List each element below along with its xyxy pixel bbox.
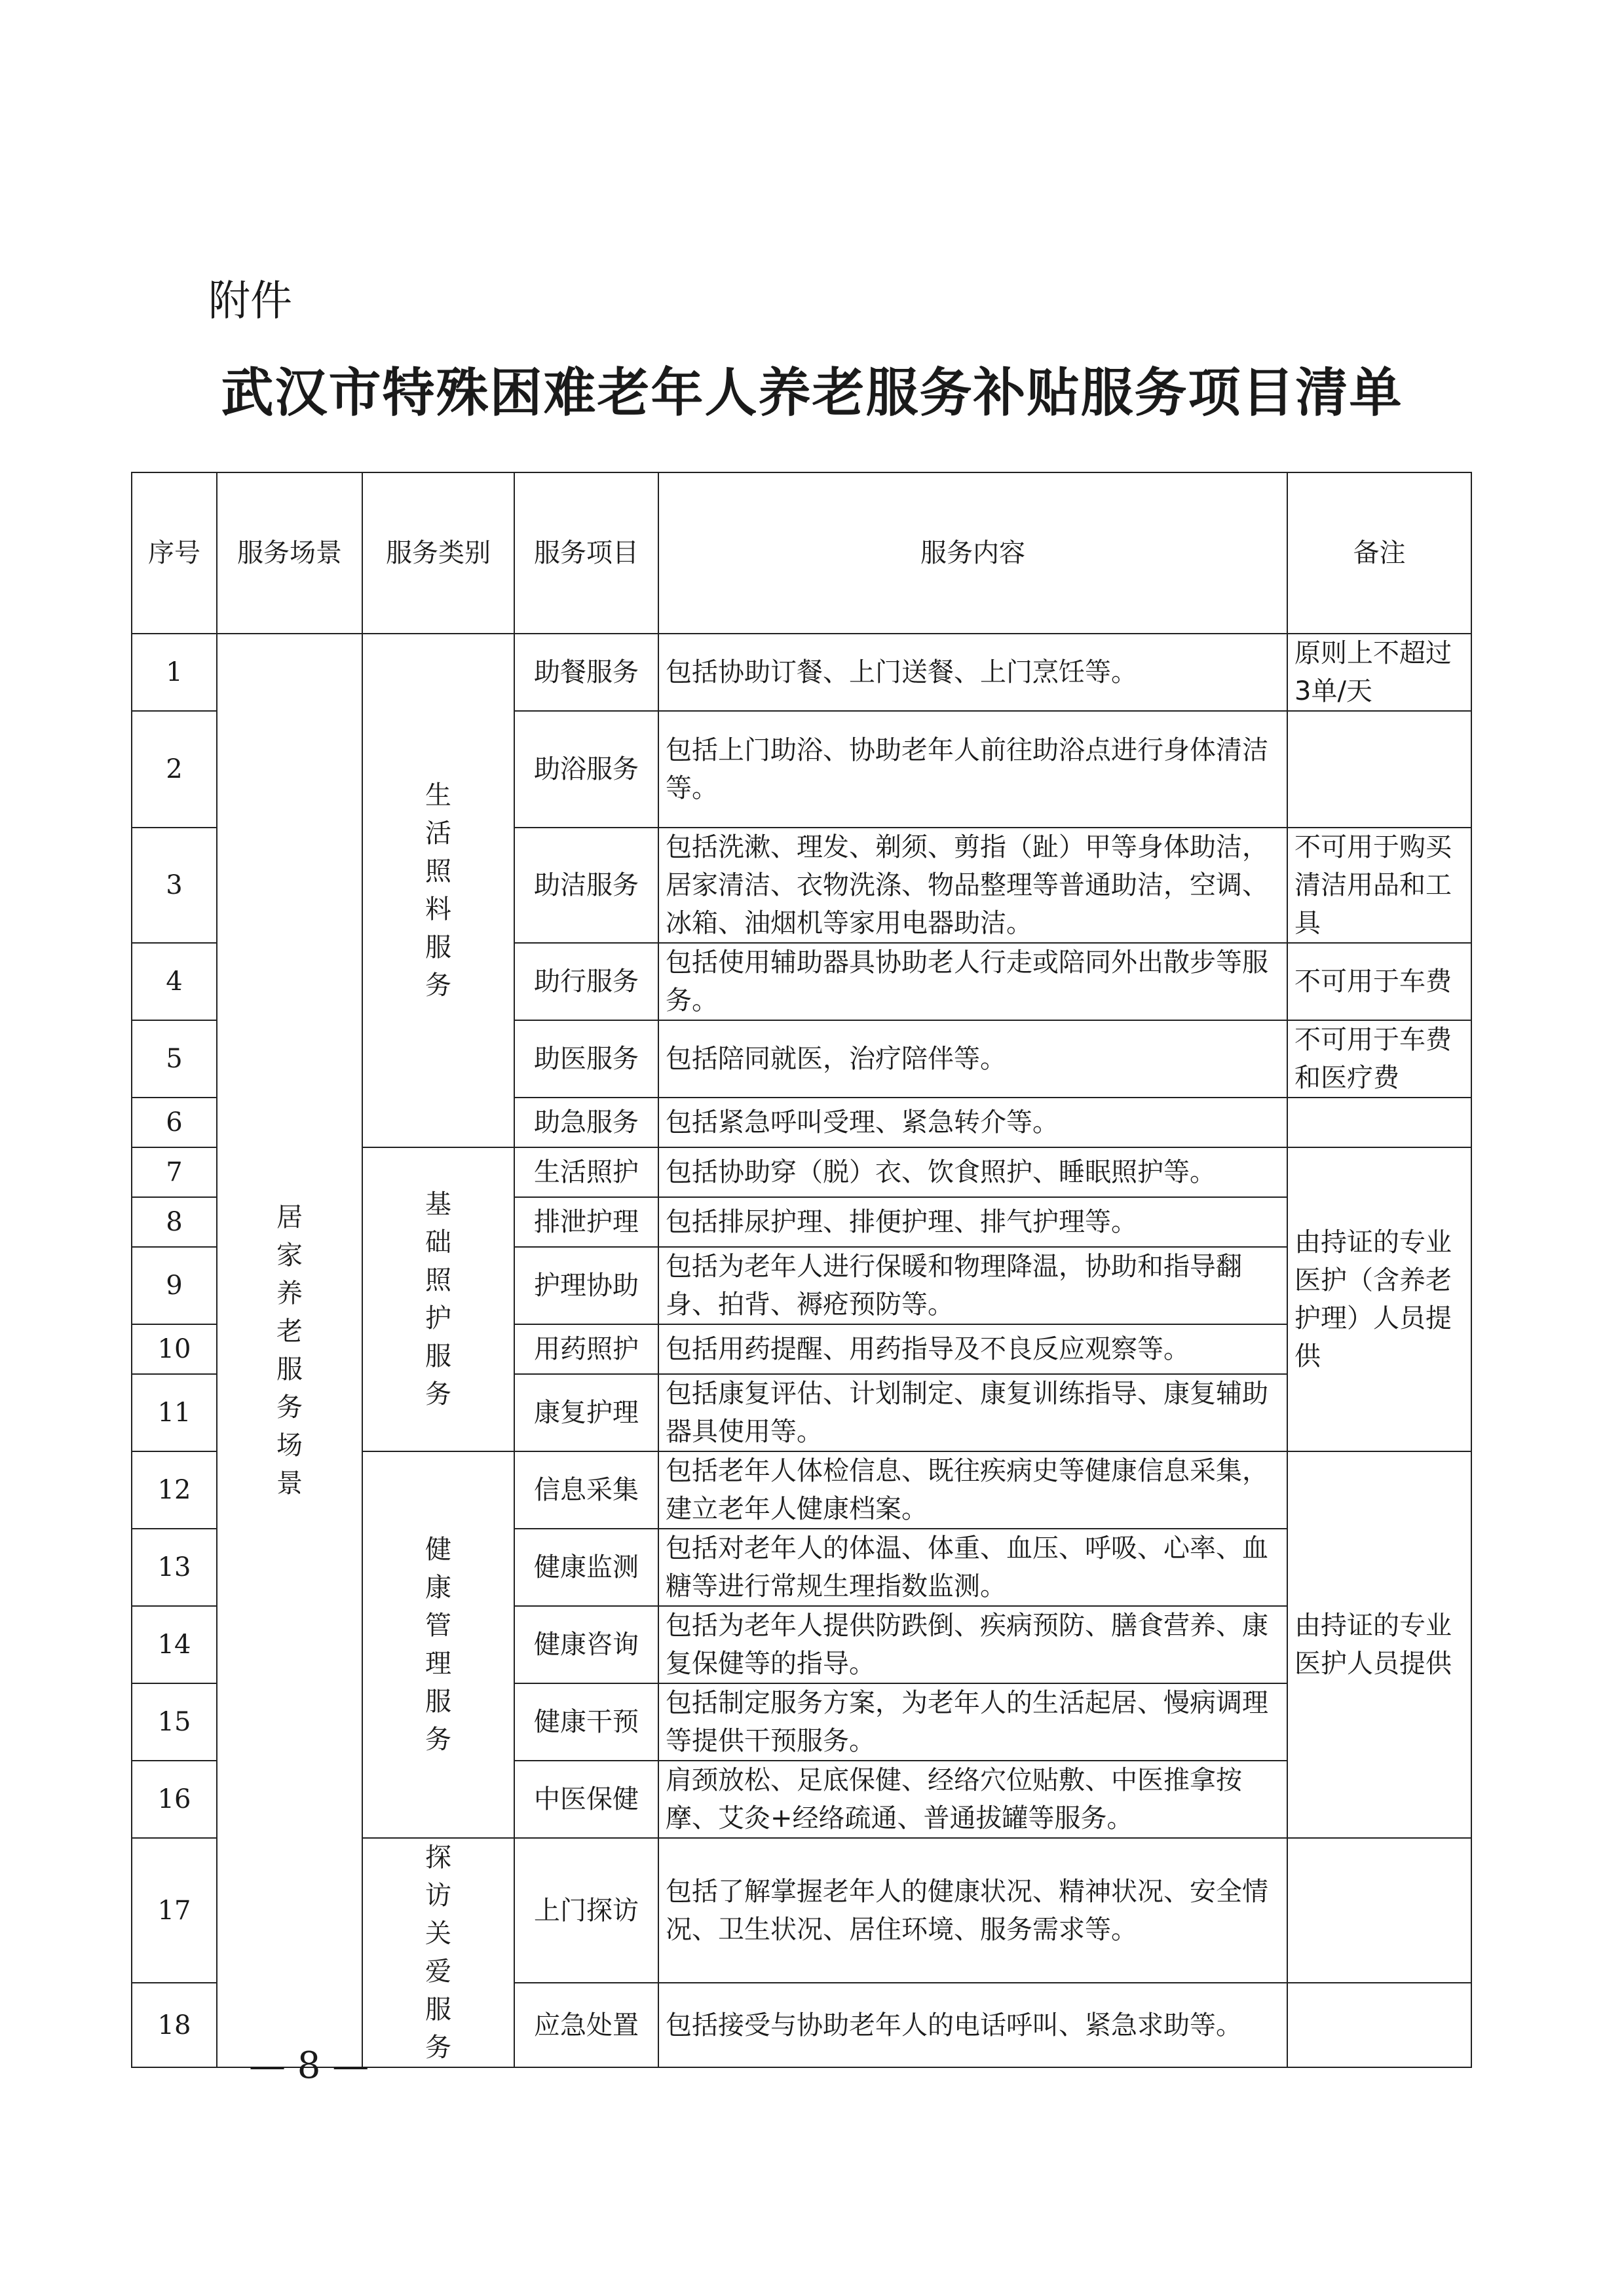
column-header: 服务场景	[217, 472, 362, 634]
service-content: 包括为老年人进行保暖和物理降温，协助和指导翻身、拍背、褥疮预防等。	[658, 1247, 1287, 1324]
service-content: 包括老年人体检信息、既往疾病史等健康信息采集，建立老年人健康档案。	[658, 1451, 1287, 1529]
category-cell	[362, 1147, 514, 1451]
service-item: 健康干预	[514, 1683, 658, 1761]
column-header: 序号	[132, 472, 217, 634]
row-number: 3	[132, 828, 217, 943]
service-item: 助浴服务	[514, 711, 658, 828]
row-number: 17	[132, 1838, 217, 1983]
service-note: 不可用于车费和医疗费	[1287, 1020, 1471, 1098]
category-cell	[362, 1451, 514, 1838]
service-scene: 居家养老服务场景	[276, 1202, 303, 1499]
service-item: 护理协助	[514, 1247, 658, 1324]
row-number: 16	[132, 1761, 217, 1838]
category-basic-care: 基础照护服务	[425, 1189, 451, 1409]
row-number: 4	[132, 943, 217, 1020]
service-content: 包括排尿护理、排便护理、排气护理等。	[658, 1197, 1287, 1247]
category-daily-care: 生活照料服务	[425, 780, 451, 1001]
service-content: 包括制定服务方案，为老年人的生活起居、慢病调理等提供干预服务。	[658, 1683, 1287, 1761]
column-header: 服务项目	[514, 472, 658, 634]
category-cell	[362, 634, 514, 1147]
service-content: 包括协助穿（脱）衣、饮食照护、睡眠照护等。	[658, 1147, 1287, 1197]
service-item: 康复护理	[514, 1374, 658, 1451]
service-content: 包括洗漱、理发、剃须、剪指（趾）甲等身体助洁，居家清洁、衣物洗涤、物品整理等普通助洁，空调、冰箱、油烟机等家用电器助洁。	[658, 828, 1287, 943]
service-content: 包括用药提醒、用药指导及不良反应观察等。	[658, 1324, 1287, 1374]
row-number: 6	[132, 1098, 217, 1147]
service-content: 包括接受与协助老年人的电话呼叫、紧急求助等。	[658, 1983, 1287, 2067]
row-number: 11	[132, 1374, 217, 1451]
service-item: 上门探访	[514, 1838, 658, 1983]
row-number: 13	[132, 1529, 217, 1606]
service-note: 由持证的专业医护（含养老护理）人员提供	[1287, 1147, 1471, 1451]
service-item: 信息采集	[514, 1451, 658, 1529]
table-row	[132, 634, 1471, 711]
service-item: 生活照护	[514, 1147, 658, 1197]
row-number: 14	[132, 1606, 217, 1683]
service-item: 助医服务	[514, 1020, 658, 1098]
service-scene-cell	[217, 634, 362, 2067]
row-number: 8	[132, 1197, 217, 1247]
service-content: 包括了解掌握老年人的健康状况、精神状况、安全情况、卫生状况、居住环境、服务需求等。	[658, 1838, 1287, 1983]
row-number: 9	[132, 1247, 217, 1324]
document-title: 武汉市特殊困难老年人养老服务补贴服务项目清单	[221, 362, 1403, 423]
service-item: 助急服务	[514, 1098, 658, 1147]
column-header: 服务内容	[658, 472, 1287, 634]
service-note: 不可用于车费	[1287, 943, 1471, 1020]
column-header: 备注	[1287, 472, 1471, 634]
category-cell	[362, 1838, 514, 2067]
service-content: 包括对老年人的体温、体重、血压、呼吸、心率、血糖等进行常规生理指数监测。	[658, 1529, 1287, 1606]
service-content: 肩颈放松、足底保健、经络穴位贴敷、中医推拿按摩、艾灸+经络疏通、普通拔罐等服务。	[658, 1761, 1287, 1838]
service-item: 助洁服务	[514, 828, 658, 943]
service-note	[1287, 1838, 1471, 1983]
service-item: 健康咨询	[514, 1606, 658, 1683]
row-number: 10	[132, 1324, 217, 1374]
service-content: 包括上门助浴、协助老年人前往助浴点进行身体清洁等。	[658, 711, 1287, 828]
row-number: 2	[132, 711, 217, 828]
service-note: 由持证的专业医护人员提供	[1287, 1451, 1471, 1838]
table-header-row	[132, 472, 1471, 634]
service-note: 不可用于购买清洁用品和工具	[1287, 828, 1471, 943]
service-item: 助餐服务	[514, 634, 658, 711]
service-content: 包括为老年人提供防跌倒、疾病预防、膳食营养、康复保健等的指导。	[658, 1606, 1287, 1683]
row-number: 1	[132, 634, 217, 711]
service-item: 助行服务	[514, 943, 658, 1020]
category-health-mgmt: 健康管理服务	[425, 1535, 451, 1755]
service-table	[131, 472, 1472, 2068]
service-item: 健康监测	[514, 1529, 658, 1606]
row-number: 5	[132, 1020, 217, 1098]
page-number: — 8 —	[249, 2044, 369, 2087]
category-visit-care: 探访关爱服务	[425, 1843, 451, 2063]
row-number: 7	[132, 1147, 217, 1197]
service-note: 原则上不超过3单/天	[1287, 634, 1471, 711]
service-note	[1287, 1098, 1471, 1147]
service-item: 用药照护	[514, 1324, 658, 1374]
attachment-label: 附件	[208, 277, 292, 326]
row-number: 15	[132, 1683, 217, 1761]
service-content: 包括康复评估、计划制定、康复训练指导、康复辅助器具使用等。	[658, 1374, 1287, 1451]
service-content: 包括紧急呼叫受理、紧急转介等。	[658, 1098, 1287, 1147]
service-note	[1287, 1983, 1471, 2067]
service-item: 排泄护理	[514, 1197, 658, 1247]
row-number: 18	[132, 1983, 217, 2067]
service-content: 包括协助订餐、上门送餐、上门烹饪等。	[658, 634, 1287, 711]
service-note	[1287, 711, 1471, 828]
row-number: 12	[132, 1451, 217, 1529]
service-content: 包括陪同就医，治疗陪伴等。	[658, 1020, 1287, 1098]
service-content: 包括使用辅助器具协助老人行走或陪同外出散步等服务。	[658, 943, 1287, 1020]
service-item: 应急处置	[514, 1983, 658, 2067]
column-header: 服务类别	[362, 472, 514, 634]
service-item: 中医保健	[514, 1761, 658, 1838]
